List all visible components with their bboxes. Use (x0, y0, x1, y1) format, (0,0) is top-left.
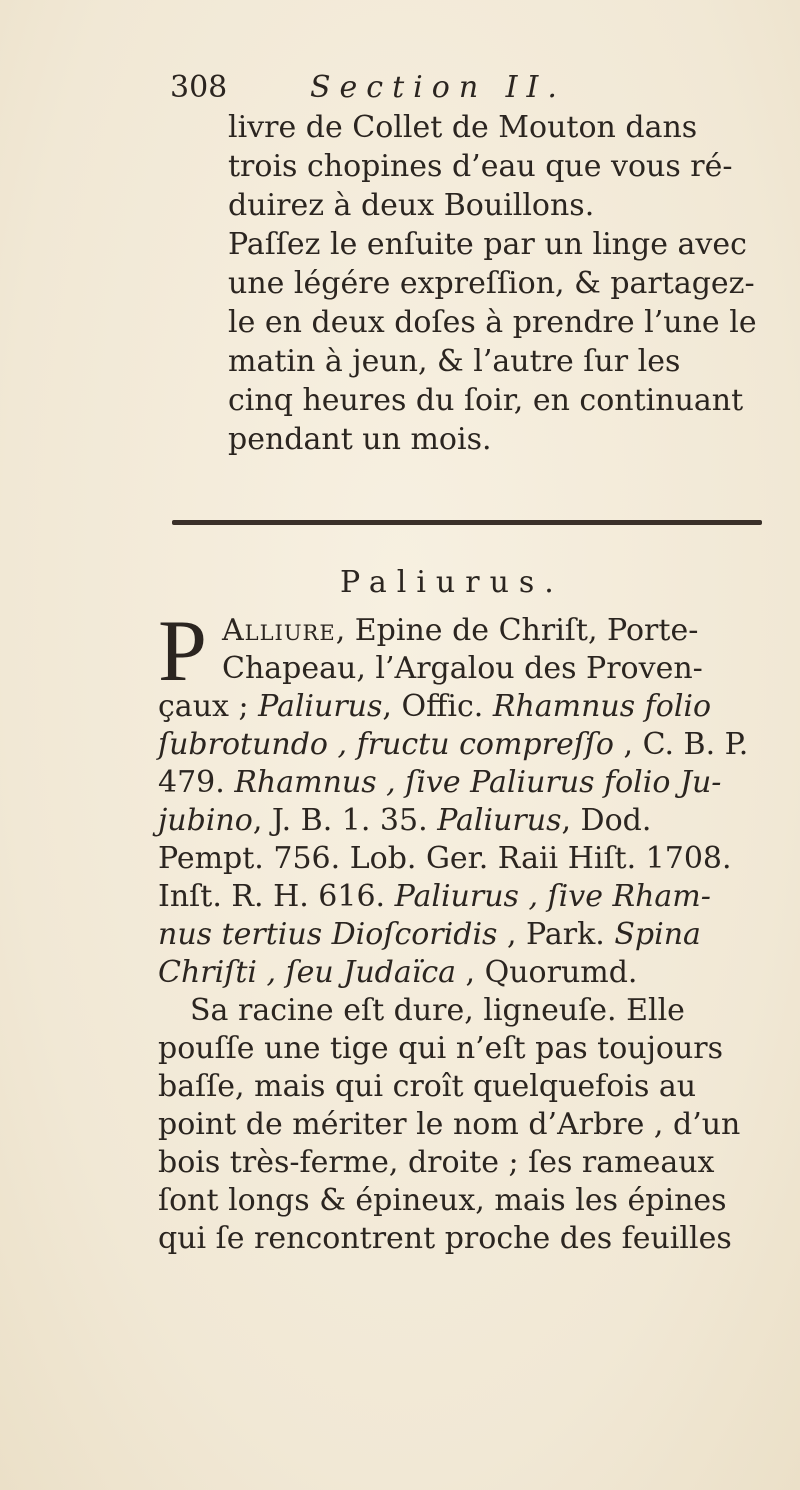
entry-name: Alliure (222, 613, 336, 648)
text-line (158, 802, 778, 840)
latin-name: Paliurus , ſive Rham- (394, 879, 711, 914)
text-line (158, 726, 778, 764)
text-span: , Park. (497, 917, 615, 952)
text-span: , C. B. P. (613, 727, 749, 762)
latin-name: Spina (614, 917, 701, 952)
text-span: , J. B. 1. 35. (252, 803, 438, 838)
text-span: , Quorumd. (456, 955, 638, 990)
latin-name: nus tertius Dioſcoridis (158, 917, 498, 952)
text-span: , Dod. (561, 803, 652, 838)
text-line: trois chopines d’eau que vous ré- (228, 149, 733, 184)
text-line (158, 878, 778, 916)
text-line (158, 916, 778, 954)
latin-name: jubino (158, 803, 253, 838)
latin-name: ſubrotundo , fructu compreſſo (158, 727, 614, 762)
text-span: Inſt. R. H. 616. (158, 879, 395, 914)
text-line: duirez à deux Bouillons. (228, 188, 595, 223)
second-paragraph (196, 225, 766, 459)
text-line: Paſſez le enſuite par un linge avec (228, 227, 747, 262)
text-span: çaux ; (158, 689, 259, 724)
text-line: ſont longs & épineux, mais les épines (158, 1183, 727, 1218)
running-head: Section II. (310, 70, 566, 105)
page-header (170, 70, 640, 110)
latin-name: Paliurus (437, 803, 562, 838)
latin-name: Chriſti , ſeu Judaïca (158, 955, 457, 990)
top-paragraph (228, 108, 768, 225)
text-line: baſſe, mais qui croît quelquefois au (158, 1069, 697, 1104)
latin-name: Paliurus (258, 689, 383, 724)
section-title: Paliurus. (340, 565, 564, 600)
latin-name: Rhamnus folio (492, 689, 712, 724)
drop-cap: P (158, 603, 207, 700)
text-line: Chapeau, l’Argalou des Proven- (222, 651, 703, 686)
paliurus-entry (158, 603, 778, 1258)
text-line: qui ſe rencontrent proche des feuilles (158, 1221, 732, 1256)
text-line (158, 764, 778, 802)
text-line: Sa racine eſt dure, ligneuſe. Elle (190, 993, 685, 1028)
text-line: le en deux doſes à prendre l’une le (228, 305, 757, 340)
latin-name: Rhamnus , ſive Paliurus folio Ju- (234, 765, 722, 800)
text-line: matin à jeun, & l’autre ſur les (228, 344, 681, 379)
text-line: point de mériter le nom d’Arbre , d’un (158, 1107, 741, 1142)
section-divider (172, 520, 762, 525)
text-line: livre de Collet de Mouton dans (228, 110, 698, 145)
text-line (158, 612, 778, 650)
text-line (158, 954, 778, 992)
text-line: pendant un mois. (228, 422, 492, 457)
text-line: une légére expreſſion, & partagez- (228, 266, 755, 301)
text-line: cinq heures du ſoir, en continuant (228, 383, 744, 418)
text-line: Pempt. 756. Lob. Ger. Raii Hiſt. 1708. (158, 841, 732, 876)
text-span: 479. (158, 765, 235, 800)
text-span: , Offic. (382, 689, 493, 724)
text-span: , Epine de Chriſt, Porte- (335, 613, 699, 648)
text-line (158, 688, 778, 726)
text-line: bois très-ferme, droite ; ſes rameaux (158, 1145, 715, 1180)
text-line: pouſſe une tige qui n’eſt pas toujours (158, 1031, 724, 1066)
page-number: 308 (170, 70, 228, 105)
